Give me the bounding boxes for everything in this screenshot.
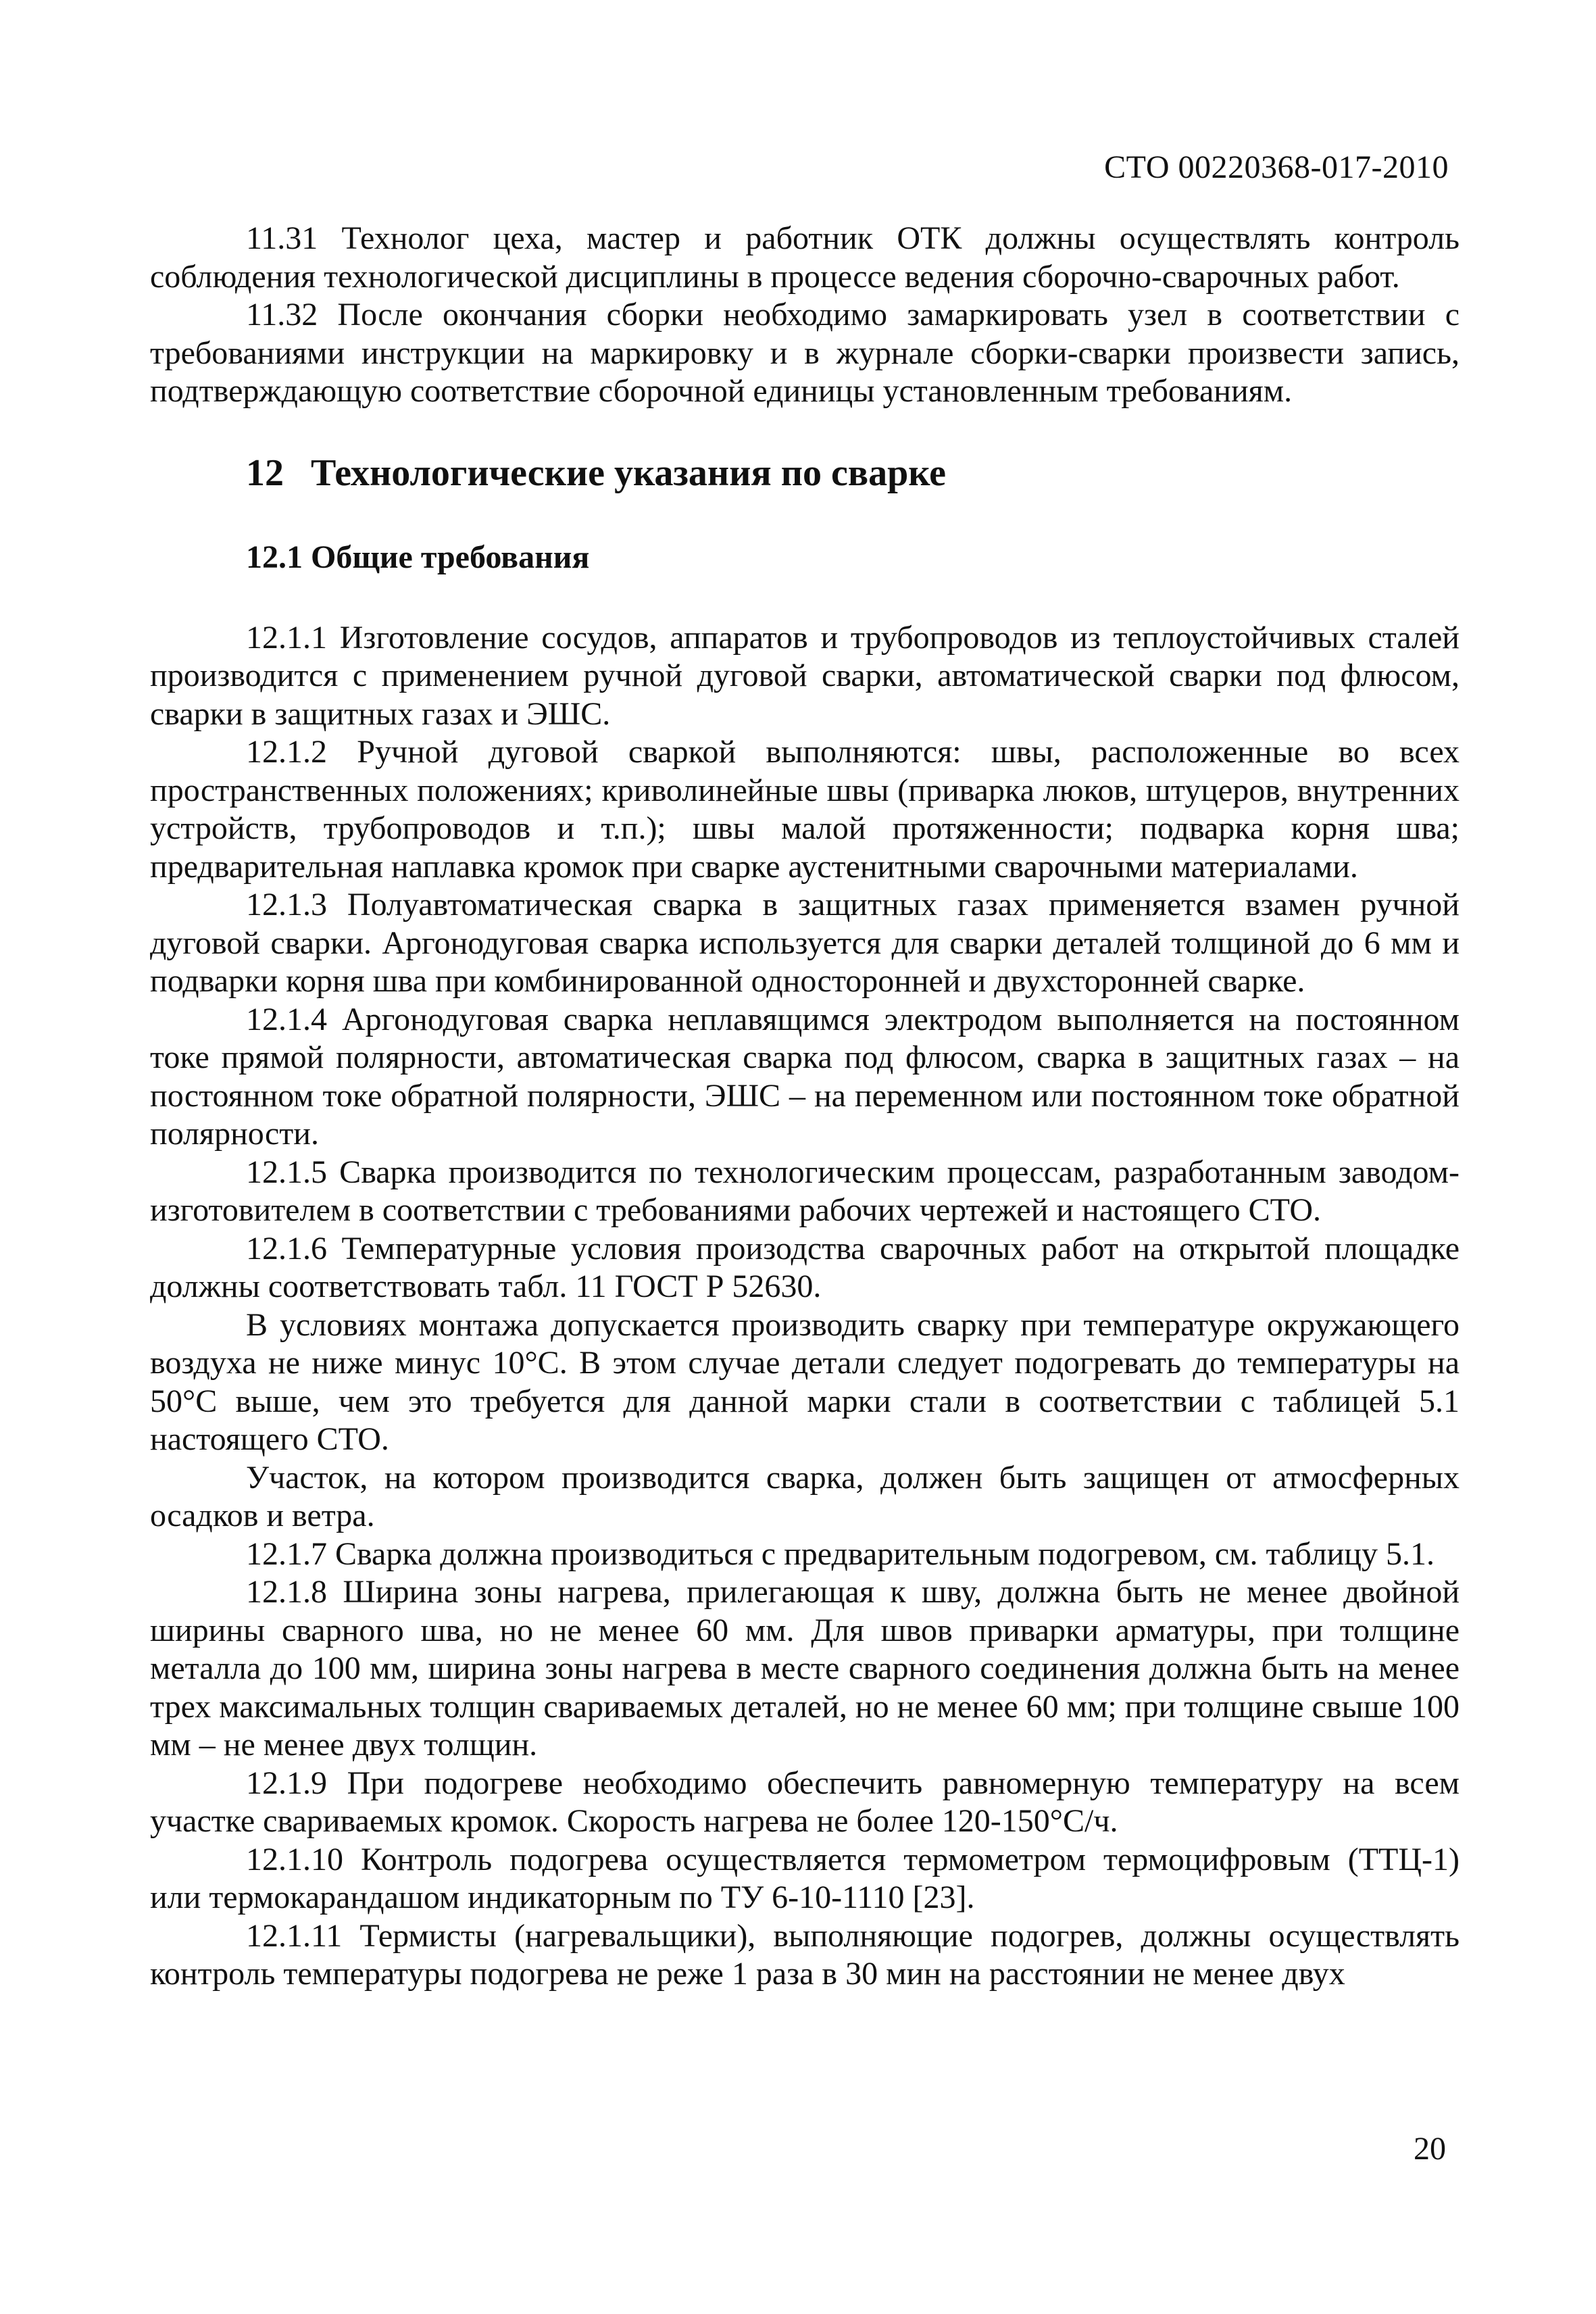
paragraph-11-32: 11.32 После окончания сборки необходимо замаркировать узел в соответствии с требованиями инструкции на маркировку и в журнале сборки-сварки произвести запись, подтверждающую соответствие сборочной единицы установленным требованиям. [150,297,1460,409]
paragraph-12-1-10: 12.1.10 Контроль подогрева осуществляется термометром термоцифровым (ТТЦ-1) или термокарандашом индикаторным по ТУ 6-10-1110 [23]. [150,1841,1460,1915]
paragraph-12-1-6: 12.1.6 Температурные условия произодства сварочных работ на открытой площадке должны соответствовать табл. 11 ГОСТ Р 52630. [150,1230,1460,1304]
paragraph-12-1-1: 12.1.1 Изготовление сосудов, аппаратов и трубопроводов из теплоустойчивых сталей производится с применением ручной дуговой сварки, автоматической сварки под флюсом, сварки в защитных газах и ЭШС. [150,619,1460,732]
paragraph-12-1-4: 12.1.4 Аргонодуговая сварка неплавящимся электродом выполняется на постоянном токе прямой полярности, автоматическая сварка под флюсом, сварка в защитных газах – на постоянном токе обратной полярности, ЭШС – на переменном или постоянном токе обратной полярности. [150,1001,1460,1152]
section-heading [150,411,1460,538]
paragraph-12-1-3: 12.1.3 Полуавтоматическая сварка в защитных газах применяется взамен ручной дуговой сварки. Аргонодуговая сварка используется для сварки деталей толщиной до 6 мм и подварки корня шва при комбинированной односторонней и двухсторонней сварке. [150,887,1460,999]
subsection-heading: 12.1 Общие требования [246,539,590,575]
paragraph-12-1-8: 12.1.8 Ширина зоны нагрева, прилегающая к шву, должна быть не менее двойной ширины сварного шва, но не менее 60 мм. Для швов приварки арматуры, при толщине металла до 100 мм, ширина зоны нагрева в месте сварного соединения должна быть на менее трех максимальных толщин свариваемых деталей, но не менее 60 мм; при толщине свыше 100 мм – не менее двух толщин. [150,1574,1460,1763]
section-title: Технологические указания по сварке [311,451,946,494]
paragraph-12-1-11: 12.1.11 Термисты (нагревальщики), выполняющие подогрев, должны осуществлять контроль температуры подогрева не реже 1 раза в 30 мин на расстоянии не менее двух [150,1917,1460,1992]
document-body [150,220,1460,1994]
page-number: 20 [1414,2131,1446,2167]
paragraph-11-31: 11.31 Технолог цеха, мастер и работник ОТК должны осуществлять контроль соблюдения технологической дисциплины в процессе ведения сборочно-сварочных работ. [150,220,1460,295]
paragraph-12-1-5: 12.1.5 Сварка производится по технологическим процессам, разработанным заводом-изготовителем в соответствии с требованиями рабочих чертежей и настоящего СТО. [150,1154,1460,1228]
paragraph-12-1-2: 12.1.2 Ручной дуговой сваркой выполняются: швы, расположенные во всех пространственных положениях; криволинейные швы (приварка люков, штуцеров, внутренних устройств, трубопроводов и т.п.); швы малой протяженности; подварка корня шва; предварительная наплавка кромок при сварке аустенитными сварочными материалами. [150,734,1460,885]
paragraph-12-1-9: 12.1.9 При подогреве необходимо обеспечить равномерную температуру на всем участке свариваемых кромок. Скорость нагрева не более 120-150°С/ч. [150,1765,1460,1839]
paragraph-12-1-7: 12.1.7 Сварка должна производиться с предварительным подогревом, см. таблицу 5.1. [246,1535,1435,1572]
section-number: 12 [246,451,284,494]
document-code: СТО 00220368-017-2010 [1104,149,1449,185]
paragraph-montage-conditions: В условиях монтажа допускается производить сварку при температуре окружающего воздуха не ниже минус 10°С. В этом случае детали следует подогревать до температуры на 50°С выше, чем это требуется для данной марки стали в соответствии с таблицей 5.1 настоящего СТО. [150,1306,1460,1457]
paragraph-weather-protection: Участок, на котором производится сварка, должен быть защищен от атмосферных осадков и ветра. [150,1459,1460,1533]
